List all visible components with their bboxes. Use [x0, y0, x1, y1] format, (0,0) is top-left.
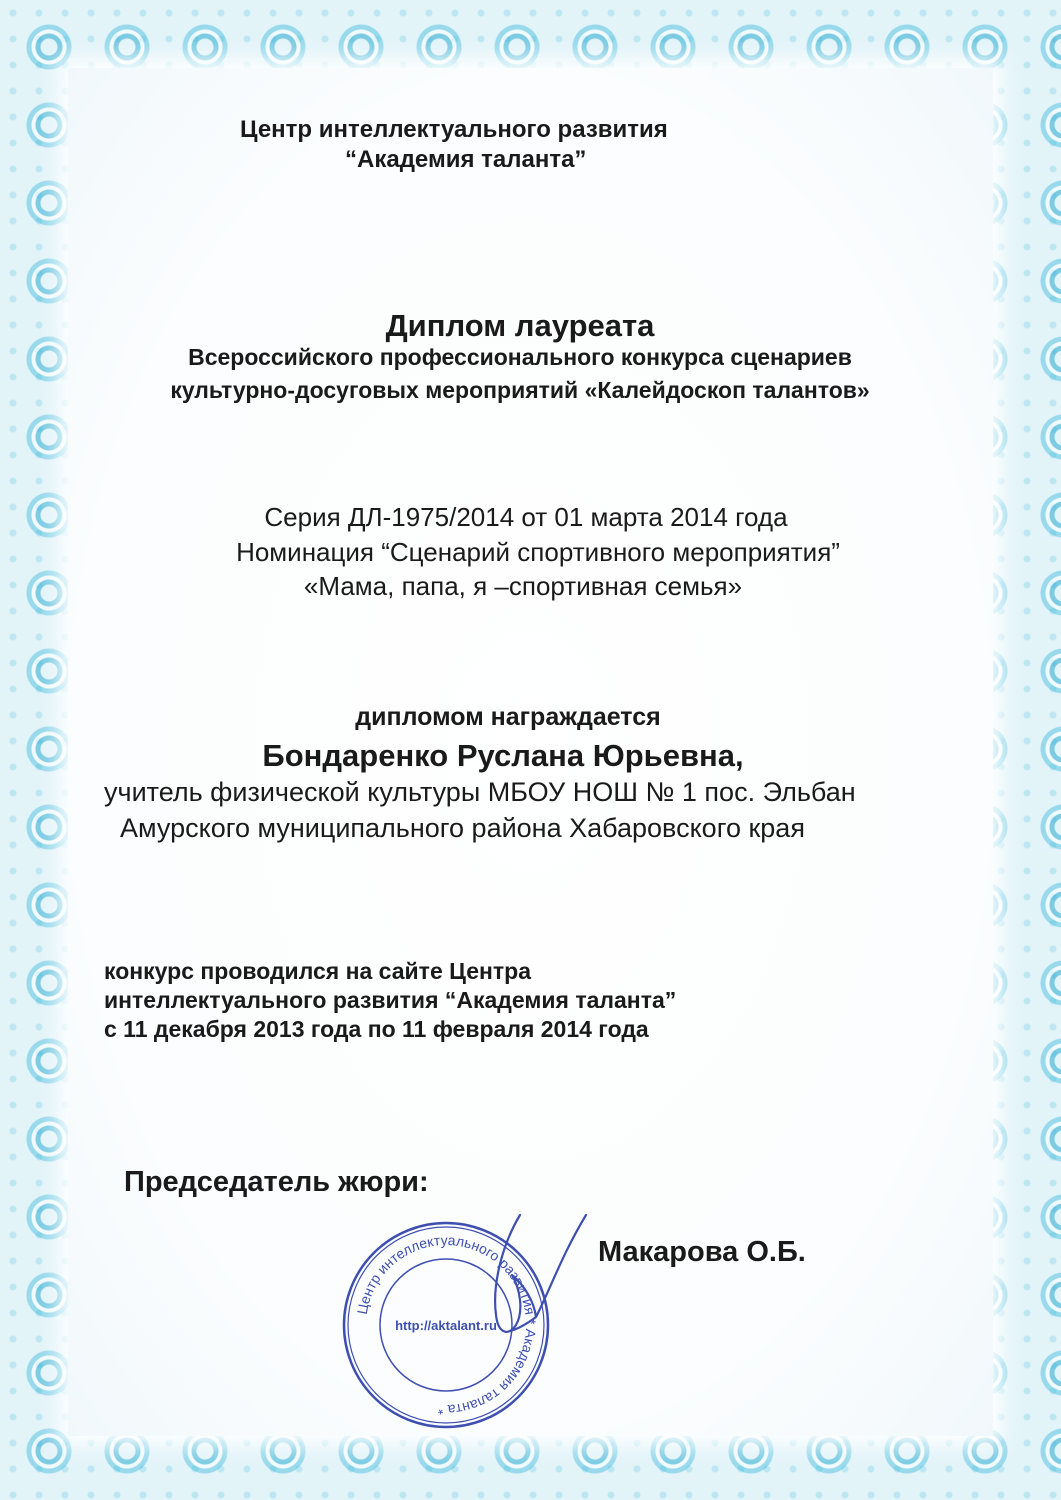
recipient-position-line2: Амурского муниципального района Хабаровского края	[120, 813, 805, 843]
organizer-name-line2: “Академия таланта”	[345, 146, 587, 173]
contest-info-line1: конкурс проводился на сайте Центра	[104, 958, 531, 984]
recipient-name: Бондаренко Руслана Юрьевна,	[262, 738, 744, 773]
contest-info-line3: с 11 декабря 2013 года по 11 февраля 2014 года	[104, 1016, 649, 1042]
diploma-subtitle-line2: культурно-досуговых мероприятий «Калейдоскоп талантов»	[170, 377, 870, 403]
diploma-subtitle-line1: Всероссийского профессионального конкурса сценариев	[188, 344, 852, 370]
series-number: Серия ДЛ-1975/2014 от 01 марта 2014 года	[264, 502, 788, 532]
stamp-url: http://aktalant.ru	[395, 1318, 497, 1333]
nomination: Номинация “Сценарий спортивного мероприятия”	[236, 537, 840, 567]
stamp-ring-text: Центр интеллектуального развития * Академия таланта *	[353, 1231, 540, 1419]
organizer-name-line1: Центр интеллектуального развития	[240, 116, 668, 143]
recipient-position-line1: учитель физической культуры МБОУ НОШ № 1 пос. Эльбан	[104, 777, 856, 807]
jury-chair-label: Председатель жюри:	[124, 1166, 429, 1198]
jury-chair-name: Макарова О.Б.	[598, 1236, 806, 1268]
awarded-label: дипломом награждается	[355, 703, 661, 731]
work-title: «Мама, папа, я –спортивная семья»	[303, 571, 743, 601]
diploma-title: Диплом лауреата	[385, 308, 655, 343]
contest-info-line2: интеллектуального развития “Академия таланта”	[104, 987, 677, 1013]
signature-icon	[462, 1205, 592, 1355]
